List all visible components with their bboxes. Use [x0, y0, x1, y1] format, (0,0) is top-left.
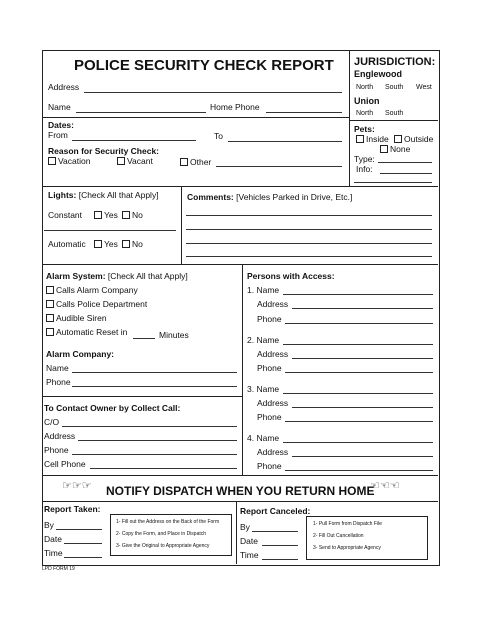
person-1-name-label: 1. Name [247, 285, 280, 295]
report-canceled-by-label: By [240, 522, 250, 532]
report-canceled-instr-1: 1- Pull Form from Dispatch File [313, 521, 382, 527]
pets-info-label: Info: [356, 164, 373, 174]
alarm-company-phone-field[interactable] [72, 386, 237, 387]
contact-heading: To Contact Owner by Collect Call: [44, 403, 181, 413]
comments-line-2[interactable] [186, 229, 432, 230]
lights-automatic-label: Automatic [48, 239, 86, 249]
comments-instructions: [Vehicles Parked in Drive, Etc.] [236, 192, 353, 202]
report-canceled-time-label: Time [240, 550, 259, 560]
alarm-item-4[interactable] [46, 327, 127, 337]
pets-info-field[interactable] [380, 173, 432, 174]
lights-instructions: [Check All that Apply] [78, 190, 159, 200]
reason-heading: Reason for Security Check: [48, 146, 160, 156]
person-1-address-label: Address [257, 299, 289, 309]
person-4-address-label: Address [257, 447, 289, 457]
address-label: Address [48, 82, 80, 92]
report-taken-time-field[interactable] [64, 557, 102, 558]
contact-co-label: C/O [44, 417, 60, 427]
person-3-address-field[interactable] [292, 407, 433, 408]
report-canceled-time-field[interactable] [262, 559, 298, 560]
vacation-label: Vacation [58, 156, 91, 166]
dates-from-field[interactable] [72, 140, 196, 141]
vacant-label: Vacant [127, 156, 153, 166]
contact-phone-field[interactable] [72, 454, 237, 455]
pets-heading: Pets: [354, 124, 375, 134]
name-label: Name [48, 102, 71, 112]
person-4-name-field[interactable] [283, 442, 433, 443]
report-canceled-date-label: Date [240, 536, 258, 546]
pets-outside-label: Outside [404, 134, 434, 144]
jurisdiction-bottom-rule [349, 120, 438, 121]
person-3-name-field[interactable] [283, 393, 433, 394]
person-4-name-label: 4. Name [247, 433, 280, 443]
alarm-company-phone-label: Phone [46, 377, 71, 387]
report-divider [236, 501, 237, 564]
report-canceled-heading: Report Canceled: [240, 506, 311, 516]
alarm-item-1-label: Calls Alarm Company [56, 285, 138, 295]
contact-address-field[interactable] [78, 440, 237, 441]
vacant-checkbox[interactable] [117, 157, 125, 165]
lights-title: Lights: [48, 190, 77, 200]
englewood-south[interactable]: South [385, 84, 404, 91]
reason-vacation[interactable] [48, 156, 90, 166]
section-rule-1 [42, 186, 438, 187]
alarm-item-2-checkbox[interactable] [46, 300, 54, 308]
alarm-instructions: [Check All that Apply] [107, 271, 188, 281]
contact-co-field[interactable] [62, 426, 237, 427]
city-union: Union [354, 96, 380, 106]
header-rule [42, 117, 349, 118]
englewood-north[interactable]: North [356, 84, 374, 91]
form-id: LPD FORM 19 [42, 566, 75, 572]
person-2-address-label: Address [257, 349, 289, 359]
comments-line-3[interactable] [186, 243, 432, 244]
report-canceled-date-field[interactable] [262, 545, 298, 546]
name-field[interactable] [76, 112, 206, 113]
person-1-phone-label: Phone [257, 314, 282, 324]
alarm-item-2[interactable] [46, 299, 147, 309]
constant-yes-label: Yes [104, 210, 118, 220]
union-south[interactable]: South [385, 110, 404, 117]
city-englewood: Englewood [354, 69, 402, 79]
alarm-item-4-checkbox[interactable] [46, 328, 54, 336]
alarm-item-1[interactable] [46, 285, 138, 295]
pets-outside-checkbox[interactable] [394, 135, 402, 143]
comments-heading [187, 192, 352, 202]
person-4-phone-label: Phone [257, 461, 282, 471]
dates-to-field[interactable] [228, 141, 342, 142]
lights-rule [44, 230, 176, 231]
alarm-contact-rule [42, 396, 242, 397]
contact-cell-field[interactable] [90, 468, 237, 469]
alarm-title: Alarm System: [46, 271, 106, 281]
jurisdiction-divider [349, 50, 350, 186]
report-taken-instr-3: 3- Give the Original to Appropriate Agency [116, 543, 210, 549]
person-3-address-label: Address [257, 398, 289, 408]
constant-yes-checkbox[interactable] [94, 211, 102, 219]
report-taken-instr-1: 1- Fill out the Address on the Back of the Form [116, 519, 220, 525]
person-3-phone-label: Phone [257, 412, 282, 422]
comments-line-1[interactable] [186, 215, 432, 216]
person-3-name-label: 3. Name [247, 384, 280, 394]
pets-type-field[interactable] [378, 162, 432, 163]
person-2-address-field[interactable] [292, 358, 433, 359]
persons-heading: Persons with Access: [247, 271, 335, 281]
report-taken-date-label: Date [44, 534, 62, 544]
report-taken-by-label: By [44, 520, 54, 530]
minutes-label: Minutes [159, 330, 189, 340]
pets-info-field-2[interactable] [354, 182, 432, 183]
constant-no-checkbox[interactable] [122, 211, 130, 219]
report-taken-time-label: Time [44, 548, 63, 558]
lights-automatic-no[interactable] [122, 239, 143, 249]
lights-divider [181, 186, 182, 264]
automatic-yes-checkbox[interactable] [94, 240, 102, 248]
report-taken-heading: Report Taken: [44, 504, 101, 514]
person-2-name-field[interactable] [283, 344, 433, 345]
dates-to-label: To [214, 131, 223, 141]
alarm-item-3-label: Audible Siren [56, 313, 107, 323]
pets-none-checkbox[interactable] [380, 145, 388, 153]
comments-title: Comments: [187, 192, 234, 202]
report-canceled-instr-2: 2- Fill Out Cancellation [313, 533, 364, 539]
lights-heading [48, 190, 159, 200]
alarm-company-name-label: Name [46, 363, 69, 373]
comments-line-4[interactable] [186, 256, 432, 257]
dates-from-label: From [48, 130, 68, 140]
lights-constant-no[interactable] [122, 210, 143, 220]
automatic-no-checkbox[interactable] [122, 240, 130, 248]
alarm-divider [242, 264, 243, 475]
person-4-phone-field[interactable] [285, 470, 433, 471]
constant-no-label: No [132, 210, 143, 220]
other-label: Other [190, 157, 212, 167]
report-canceled-by-field[interactable] [252, 531, 298, 532]
union-north[interactable]: North [356, 110, 374, 117]
pets-outside[interactable] [394, 134, 433, 144]
contact-phone-label: Phone [44, 445, 69, 455]
pointing-hands-right-icon: ☜☜☜ [370, 479, 400, 492]
person-2-phone-field[interactable] [285, 372, 433, 373]
alarm-item-1-checkbox[interactable] [46, 286, 54, 294]
other-checkbox[interactable] [180, 158, 188, 166]
person-1-address-field[interactable] [292, 308, 433, 309]
pointing-hands-left-icon: ☞☞☞ [62, 479, 92, 492]
vacation-checkbox[interactable] [48, 157, 56, 165]
reason-vacant[interactable] [117, 156, 153, 166]
section-rule-4 [42, 501, 438, 502]
pets-inside[interactable] [356, 134, 389, 144]
reason-other-field[interactable] [216, 166, 342, 167]
page-title: POLICE SECURITY CHECK REPORT [74, 57, 334, 74]
lights-automatic-yes[interactable] [94, 239, 118, 249]
person-2-phone-label: Phone [257, 363, 282, 373]
pets-none[interactable] [380, 144, 410, 154]
alarm-heading [46, 271, 188, 281]
automatic-yes-label: Yes [104, 239, 118, 249]
home-phone-label: Home Phone [210, 102, 260, 112]
reset-minutes-field[interactable] [133, 338, 155, 339]
person-3-phone-field[interactable] [285, 421, 433, 422]
alarm-company-name-field[interactable] [72, 372, 237, 373]
automatic-no-label: No [132, 239, 143, 249]
person-2-name-label: 2. Name [247, 335, 280, 345]
lights-constant-label: Constant [48, 210, 83, 220]
contact-address-label: Address [44, 431, 76, 441]
alarm-item-4-label: Automatic Reset in [56, 327, 128, 337]
contact-cell-label: Cell Phone [44, 459, 86, 469]
report-taken-instr-2: 2- Copy the Form, and Place in Dispatch [116, 531, 207, 537]
person-4-address-field[interactable] [292, 456, 433, 457]
address-field[interactable] [84, 92, 342, 93]
reason-other[interactable] [180, 157, 211, 167]
alarm-company-heading: Alarm Company: [46, 349, 115, 359]
report-taken-date-field[interactable] [64, 543, 102, 544]
englewood-west[interactable]: West [416, 84, 432, 91]
alarm-item-2-label: Calls Police Department [56, 299, 148, 309]
alarm-item-3-checkbox[interactable] [46, 314, 54, 322]
person-1-phone-field[interactable] [285, 323, 433, 324]
pets-inside-label: Inside [366, 134, 389, 144]
section-rule-2 [42, 264, 438, 265]
notify-banner: NOTIFY DISPATCH WHEN YOU RETURN HOME [106, 484, 375, 498]
person-1-name-field[interactable] [283, 294, 433, 295]
home-phone-field[interactable] [266, 112, 342, 113]
lights-constant-yes[interactable] [94, 210, 118, 220]
jurisdiction-heading: JURISDICTION: [354, 56, 436, 68]
report-canceled-instr-3: 3- Send to Appropriate Agency [313, 545, 381, 551]
dates-heading: Dates: [48, 120, 74, 130]
pets-inside-checkbox[interactable] [356, 135, 364, 143]
report-taken-by-field[interactable] [56, 529, 102, 530]
pets-type-label: Type: [354, 154, 375, 164]
pets-none-label: None [390, 144, 411, 154]
section-rule-3 [42, 475, 438, 476]
alarm-item-3[interactable] [46, 313, 107, 323]
